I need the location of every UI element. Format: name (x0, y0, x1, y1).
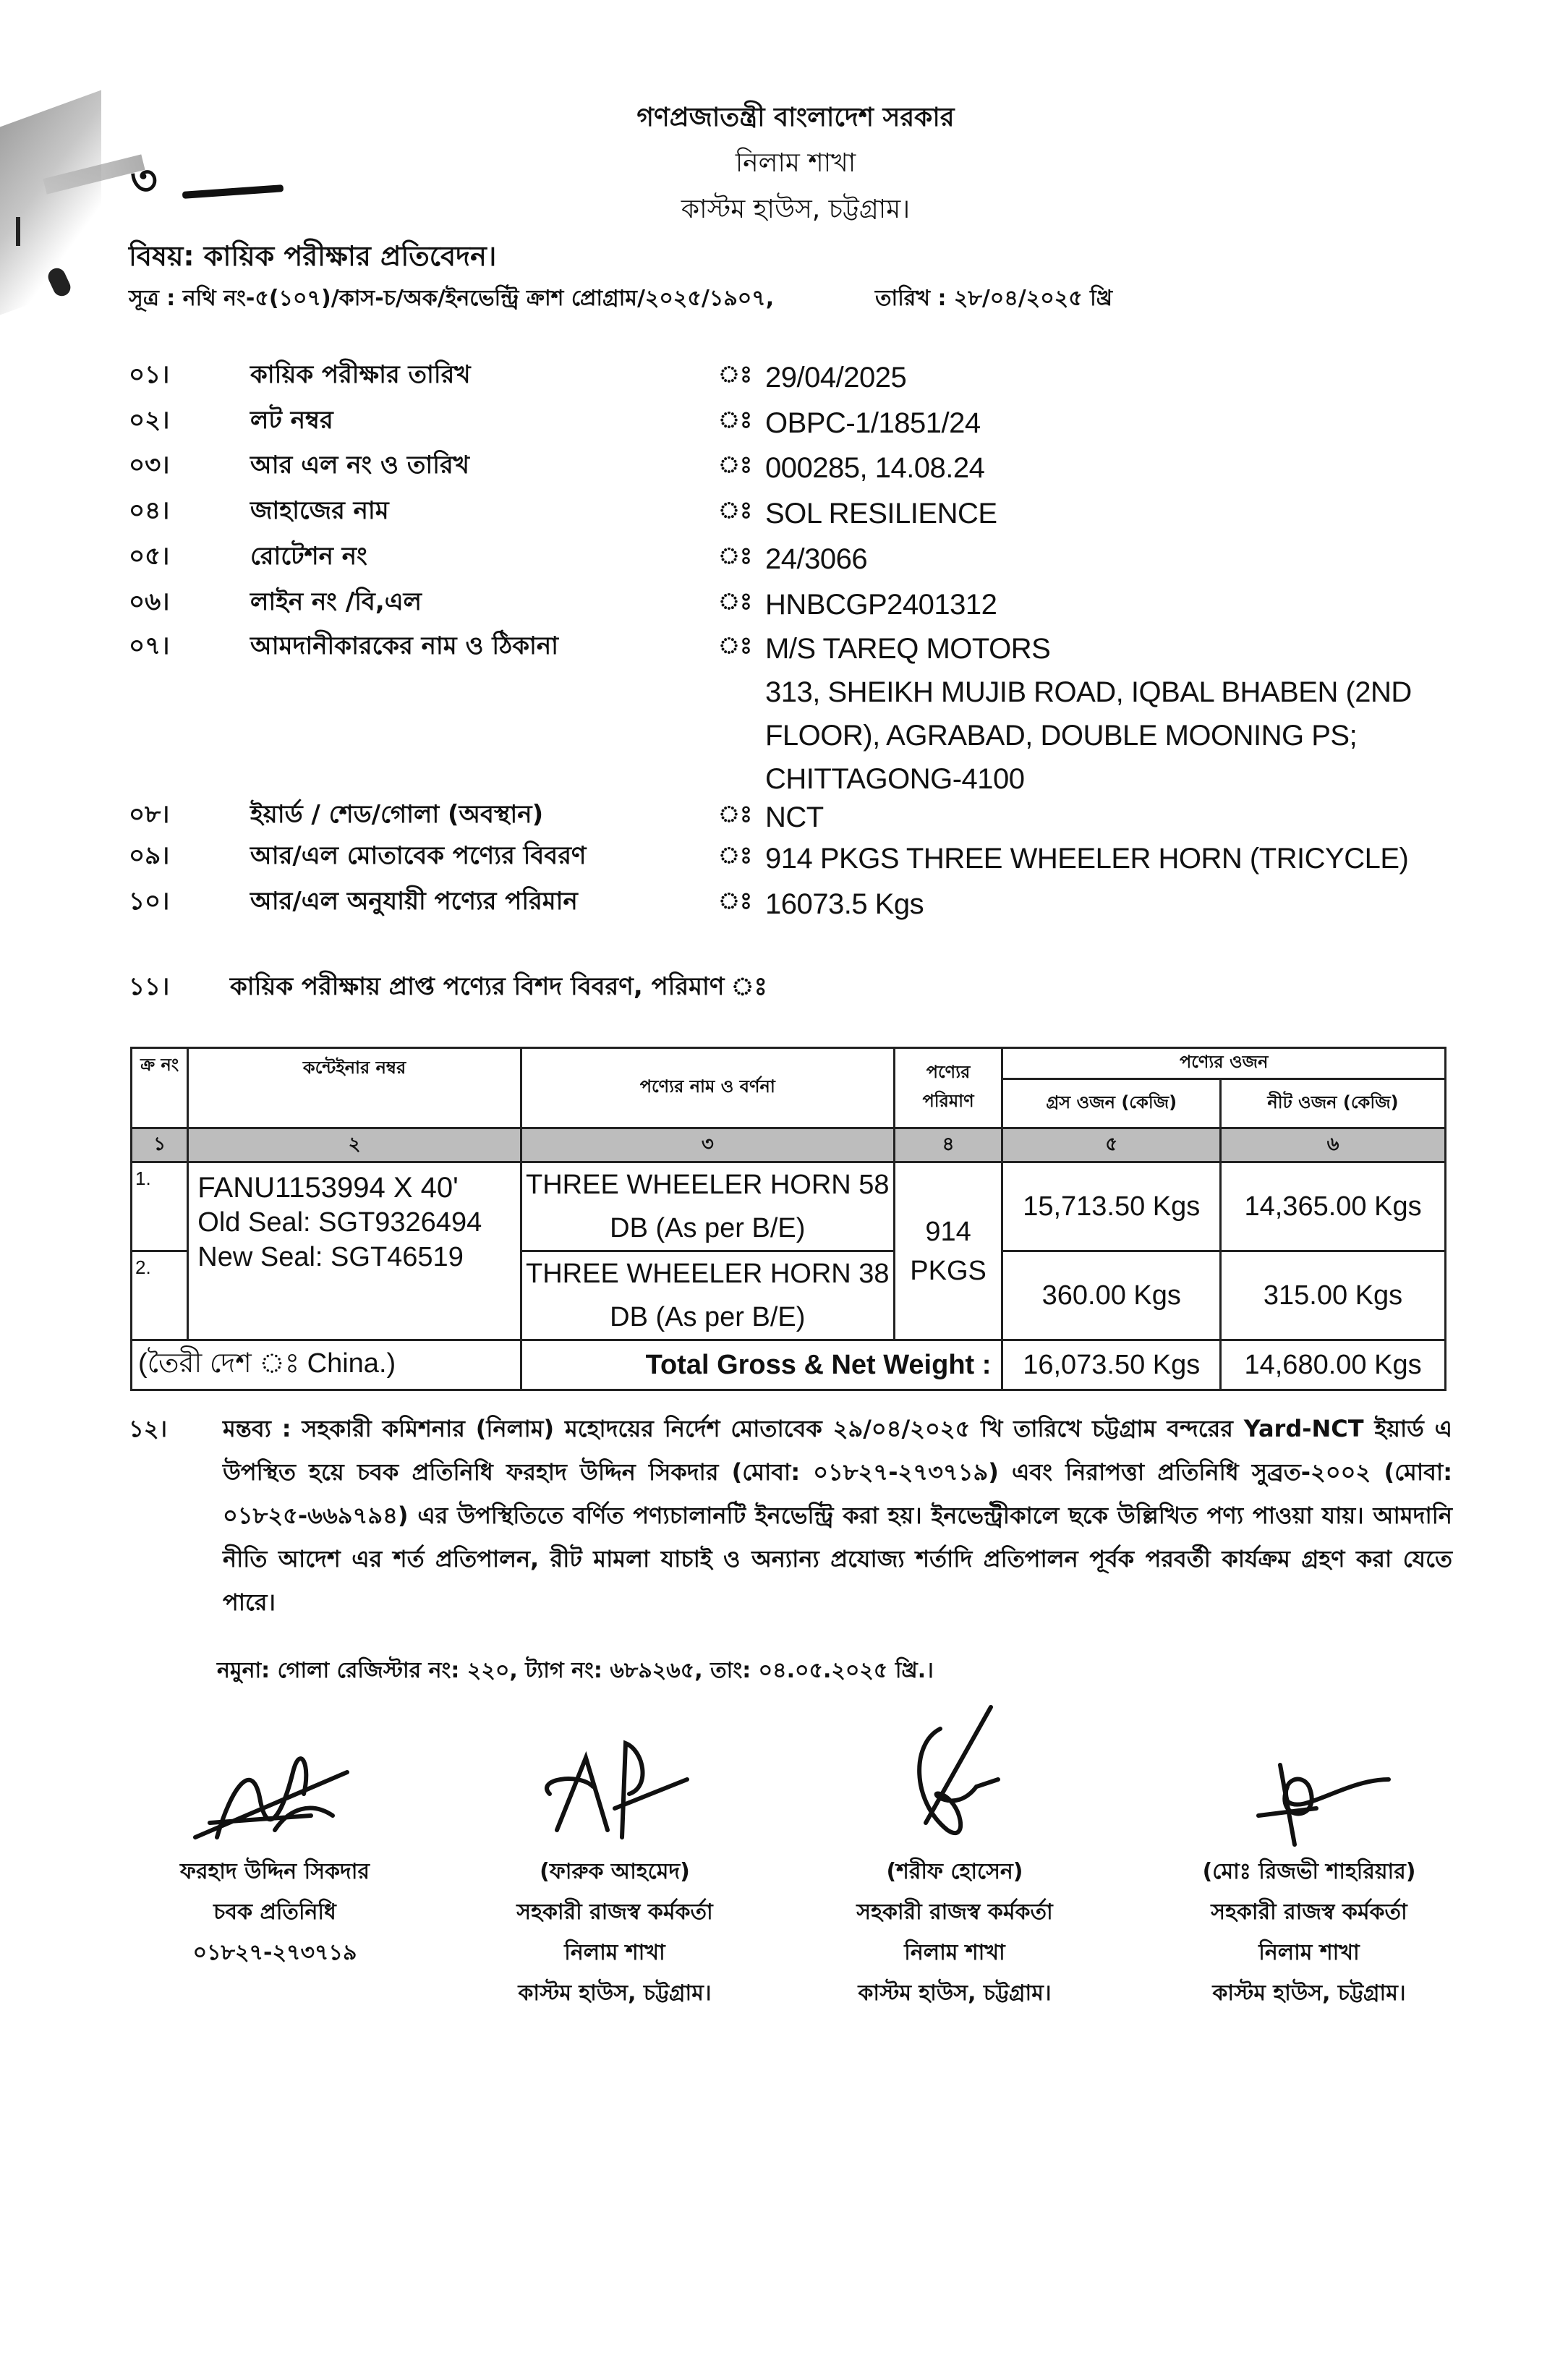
sample-line: নমুনা: গোলা রেজিস্টার নং: ২২০, ট্যাগ নং: ৬৮৯২৬৫, তাং: ০৪.০৫.২০২৫ খ্রি.। (217, 1658, 934, 1683)
gross-weight: 15,713.50 Kgs (1002, 1162, 1221, 1251)
header-gross-weight: গ্রস ওজন (কেজি) (1002, 1079, 1221, 1128)
column-index: ৪ (894, 1128, 1002, 1162)
country-of-origin: (তৈরী দেশ ঃ China.) (132, 1340, 521, 1390)
signatory-block (788, 1700, 1121, 2014)
item-number: ০২। (129, 406, 170, 435)
item-number: ০৩। (129, 451, 170, 480)
item-row (129, 537, 1474, 581)
old-seal: Old Seal: SGT9326494 (197, 1207, 482, 1238)
total-net-weight: 14,680.00 Kgs (1221, 1340, 1446, 1390)
signatory-name: (মোঃ রিজভী শাহরিয়ার) (1202, 1859, 1416, 1884)
signatory-phone: ০১৮২৭-২৭৩৭১৯ (192, 1940, 357, 1965)
item-value: 914 PKGS THREE WHEELER HORN (TRICYCLE) (765, 843, 1409, 875)
signatory-designation: সহকারী রাজস্ব কর্মকর্তা (516, 1900, 713, 1925)
item-row (129, 796, 1474, 839)
item-label: ইয়ার্ড / শেড/গোলা (অবস্থান) (250, 800, 544, 829)
signatory-branch: নিলাম শাখা (904, 1940, 1005, 1965)
handwritten-dash (182, 184, 284, 199)
container-cell (188, 1162, 521, 1340)
item-label: আর/এল মোতাবেক পণ্যের বিবরণ (250, 841, 587, 870)
scan-artifact (16, 217, 20, 246)
signatory-designation: সহকারী রাজস্ব কর্মকর্তা (856, 1900, 1053, 1925)
signatory-designation: সহকারী রাজস্ব কর্মকর্তা (1211, 1900, 1407, 1925)
signature-icon (846, 1700, 1063, 1852)
item-number: ০৬। (129, 587, 170, 616)
column-index: ২ (188, 1128, 521, 1162)
branch-heading: নিলাম শাখা (735, 148, 856, 178)
signatory-office: কাস্টম হাউস, চট্টগ্রাম। (518, 1981, 712, 2006)
item-row (129, 356, 1474, 399)
goods-description: THREE WHEELER HORN 38 DB (As per B/E) (521, 1251, 894, 1340)
signatory-office: কাস্টম হাউস, চট্টগ্রাম। (858, 1981, 1052, 2006)
signatory-name: (শরীফ হোসেন) (886, 1859, 1023, 1884)
remarks-text: মন্তব্য : সহকারী কমিশনার (নিলাম) মহোদয়ের নির্দেশ মোতাবেক ২৯/০৪/২০২৫ খি তারিখে চট্টগ্রাম বন্দরের Yard-NCT ইয়ার্ড এ উপস্থিত হয়ে চবক প্রতিনিধি ফরহাদ উদ্দিন সিকদার (মোবা: ০১৮২৭-২৭৩৭১৯) এবং নিরাপত্তা প্রতিনিধি সুব্রত-২০০২ (মোবা: ০১৮২৫-৬৬৯৭৯৪) এর উপস্থিতিতে বর্ণিত পণ্যচালানটি ইনভেন্ট্রি করা হয়। ইনভেন্ট্রীকালে ছকে উল্লিখিত পণ্য পাওয়া যায়। আমদানি নীতি আদেশ এর শর্ত প্রতিপালন, রীট মামলা যাচাই ও অন্যান্য প্রযোজ্য শর্তাদি প্রতিপালন পূর্বক পরবর্তী কার্যক্রম গ্রহণ করা যেতে পারে। (223, 1415, 1452, 1616)
item-colon: ঃ (718, 360, 753, 388)
item-row (129, 882, 1474, 926)
header-quantity: পণ্যের পরিমাণ (894, 1048, 1002, 1128)
reference-date: তারিখ : ২৮/০৪/২০২৫ খ্রি (875, 286, 1113, 311)
section-title: কায়িক পরীক্ষায় প্রাপ্ত পণ্যের বিশদ বিবরণ, পরিমাণ ঃ (230, 972, 767, 1001)
item-number: ০১। (129, 360, 170, 389)
table-header-row (132, 1048, 1446, 1079)
item-value: 24/3066 (765, 543, 868, 575)
item-label: কায়িক পরীক্ষার তারিখ (250, 360, 471, 389)
header-net-weight: নীট ওজন (কেজি) (1221, 1079, 1446, 1128)
item-colon: ঃ (718, 800, 753, 828)
item-row (129, 492, 1474, 535)
quantity-cell: 914 PKGS (894, 1162, 1002, 1340)
header-serial: ক্র নং (132, 1048, 188, 1128)
gross-weight: 360.00 Kgs (1002, 1251, 1221, 1340)
item-row (129, 583, 1474, 626)
signatory-branch: নিলাম শাখা (1258, 1940, 1360, 1965)
item-value: 29/04/2025 (765, 362, 907, 394)
column-index: ৬ (1221, 1128, 1446, 1162)
signatory-name: (ফারুক আহমেদ) (540, 1859, 690, 1884)
signature-icon (1201, 1700, 1418, 1852)
importer-name: M/S TAREQ MOTORS (765, 633, 1051, 665)
table-row (132, 1162, 1446, 1251)
signature-icon (166, 1729, 383, 1852)
office-heading: কাস্টম হাউস, চট্টগ্রাম। (681, 195, 911, 224)
item-number: ০৯। (129, 841, 170, 870)
item-value: NCT (765, 801, 824, 833)
item-colon: ঃ (718, 587, 753, 615)
column-index: ৩ (521, 1128, 894, 1162)
address-line: 313, SHEIKH MUJIB ROAD, IQBAL BHABEN (2ND (765, 676, 1412, 708)
item-value: 000285, 14.08.24 (765, 452, 985, 484)
column-index: ৫ (1002, 1128, 1221, 1162)
container-number: FANU1153994 X 40' (197, 1172, 459, 1204)
header-container: কন্টেইনার নম্বর (188, 1048, 521, 1128)
item-label: লাইন নং /বি,এল (250, 587, 422, 616)
address-line: CHITTAGONG-4100 (765, 763, 1025, 795)
header-goods: পণ্যের নাম ও বর্ণনা (521, 1048, 894, 1128)
header-weight-group: পণ্যের ওজন (1002, 1048, 1446, 1079)
address-line: FLOOR), AGRABAD, DOUBLE MOONING PS; (765, 720, 1358, 752)
item-value: OBPC-1/1851/24 (765, 407, 981, 439)
item-colon: ঃ (718, 406, 753, 433)
total-label: Total Gross & Net Weight : (521, 1340, 1002, 1390)
row-serial: 2. (132, 1251, 188, 1340)
item-label: লট নম্বর (250, 406, 333, 435)
column-index-row (132, 1128, 1446, 1162)
importer-address (765, 627, 1561, 801)
total-row (132, 1340, 1446, 1390)
total-gross-weight: 16,073.50 Kgs (1002, 1340, 1221, 1390)
item-number: ০৮। (129, 800, 170, 829)
goods-description: THREE WHEELER HORN 58 DB (As per B/E) (521, 1162, 894, 1251)
signatory-designation: চবক প্রতিনিধি (213, 1900, 336, 1925)
section-11-heading (129, 968, 767, 1009)
column-index: ১ (132, 1128, 188, 1162)
subject-line: বিষয়: কায়িক পরীক্ষার প্রতিবেদন। (129, 240, 497, 272)
item-number: ০৭। (129, 631, 170, 660)
item-number: ০৫। (129, 542, 170, 571)
reference-line: সূত্র : নথি নং-৫(১০৭)/কাস-চ/অক/ইনভেন্ট্রি ক্রাশ প্রোগ্রাম/২০২৫/১৯০৭, (129, 286, 775, 311)
item-number: ০৪। (129, 496, 170, 525)
net-weight: 315.00 Kgs (1221, 1251, 1446, 1340)
item-colon: ঃ (718, 451, 753, 478)
item-label: আর এল নং ও তারিখ (250, 451, 469, 480)
signatory-name: ফরহাদ উদ্দিন সিকদার (180, 1859, 370, 1884)
item-colon: ঃ (718, 841, 753, 869)
item-colon: ঃ (718, 542, 753, 569)
item-label: আমদানীকারকের নাম ও ঠিকানা (250, 631, 559, 660)
item-row (129, 401, 1474, 445)
item-label: জাহাজের নাম (250, 496, 389, 525)
signatory-block (108, 1729, 441, 1973)
section-number: ১১। (129, 972, 170, 1001)
item-row (129, 446, 1474, 490)
item-colon: ঃ (718, 496, 753, 524)
row-serial: 1. (132, 1162, 188, 1251)
item-row (129, 837, 1474, 880)
item-number: ১০। (129, 887, 170, 916)
net-weight: 14,365.00 Kgs (1221, 1162, 1446, 1251)
item-label: রোটেশন নং (250, 542, 367, 571)
item-value: HNBCGP2401312 (765, 589, 997, 621)
new-seal: New Seal: SGT46519 (197, 1242, 464, 1272)
item-value: 16073.5 Kgs (765, 888, 924, 920)
item-colon: ঃ (718, 631, 753, 659)
goods-table (130, 1047, 1446, 1391)
signatory-branch: নিলাম শাখা (564, 1940, 665, 1965)
remarks-number: ১২। (129, 1415, 168, 1442)
signature-icon (506, 1729, 723, 1852)
signatory-block (448, 1729, 781, 2014)
government-heading: গণপ্রজাতন্ত্রী বাংলাদেশ সরকার (636, 103, 955, 132)
item-label: আর/এল অনুযায়ী পণ্যের পরিমান (250, 887, 578, 916)
item-value: SOL RESILIENCE (765, 498, 997, 529)
signatory-block (1143, 1700, 1475, 2014)
signatory-office: কাস্টম হাউস, চট্টগ্রাম। (1212, 1981, 1406, 2006)
item-row-importer (129, 627, 1474, 801)
handwritten-mark: ৩ (130, 156, 158, 205)
item-colon: ঃ (718, 887, 753, 914)
